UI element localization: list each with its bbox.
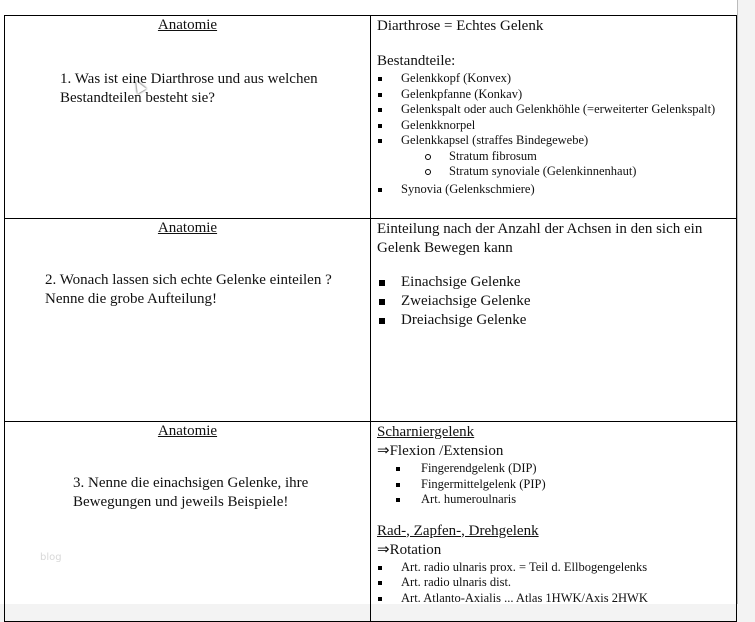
table-row: [5, 16, 737, 219]
question-text: 1. Was ist eine Diarthrose und aus welchen Bestandteilen besteht sie?: [60, 71, 318, 106]
motion-text: ⇒Flexion /Extension: [377, 443, 504, 459]
motion-text: ⇒Rotation: [377, 541, 442, 558]
list-item: Gelenkkopf (Konvex): [377, 71, 736, 87]
question-text: 3. Nenne die einachsigen Gelenke, ihre Bewegungen und jeweils Beispiele!: [73, 475, 309, 510]
question-cell: [5, 422, 371, 622]
watermark-text: blog: [40, 552, 62, 563]
answer-cell: [371, 219, 737, 422]
answer-cell: [371, 422, 737, 622]
list-item: Art. radio ulnaris prox. = Teil d. Ellbogengelenks: [377, 560, 736, 576]
list-item: Dreiachsige Gelenke: [377, 311, 736, 330]
anatomy-flashcard-table: [4, 15, 737, 622]
list-item: Fingermittelgelenk (PIP): [377, 477, 736, 493]
sub-list-item: Stratum synoviale (Gelenkinnenhaut): [377, 164, 736, 180]
list-item: Art. Atlanto-Axialis ... Atlas 1HWK/Axis 2HWK: [377, 591, 736, 607]
table-row: [5, 422, 737, 622]
question-cell: [5, 219, 371, 422]
answer-title: Diarthrose = Echtes Gelenk: [377, 18, 544, 34]
table-row: [5, 219, 737, 422]
list-item: Zweiachsige Gelenke: [377, 292, 736, 311]
list-item: Gelenkspalt oder auch Gelenkhöhle (=erweiterter Gelenkspalt): [377, 102, 736, 118]
question-text: 2. Wonach lassen sich echte Gelenke einteilen ? Nenne die grobe Aufteilung!: [45, 272, 332, 307]
list-item: Art. radio ulnaris dist.: [377, 575, 736, 591]
question-cell: [5, 16, 371, 219]
list-item: Art. humeroulnaris: [377, 492, 736, 508]
list-item: Fingerendgelenk (DIP): [377, 461, 736, 477]
cell-heading: Anatomie: [157, 423, 218, 439]
sub-list-item: Stratum fibrosum: [377, 149, 736, 165]
list-item: Gelenkknorpel: [377, 118, 736, 134]
answer-subtitle: Bestandteile:: [377, 53, 456, 69]
answer-title: Einteilung nach der Anzahl der Achsen in den sich ein Gelenk Bewegen kann: [377, 221, 703, 256]
answer-cell: [371, 16, 737, 219]
example-list: [377, 461, 736, 508]
example-list: [377, 560, 736, 607]
section-title: Rad-, Zapfen-, Drehgelenk: [377, 522, 539, 539]
list-item: Gelenkpfanne (Konkav): [377, 87, 736, 103]
cell-heading: Anatomie: [157, 17, 218, 33]
list-item: Einachsige Gelenke: [377, 273, 736, 292]
list-item: Gelenkkapsel (straffes Bindegewebe): [377, 133, 736, 149]
list-item: Synovia (Gelenkschmiere): [377, 182, 736, 198]
component-list: [377, 71, 736, 197]
axis-list: [377, 273, 736, 330]
section-title: Scharniergelenk: [377, 424, 475, 440]
cell-heading: Anatomie: [157, 220, 218, 236]
